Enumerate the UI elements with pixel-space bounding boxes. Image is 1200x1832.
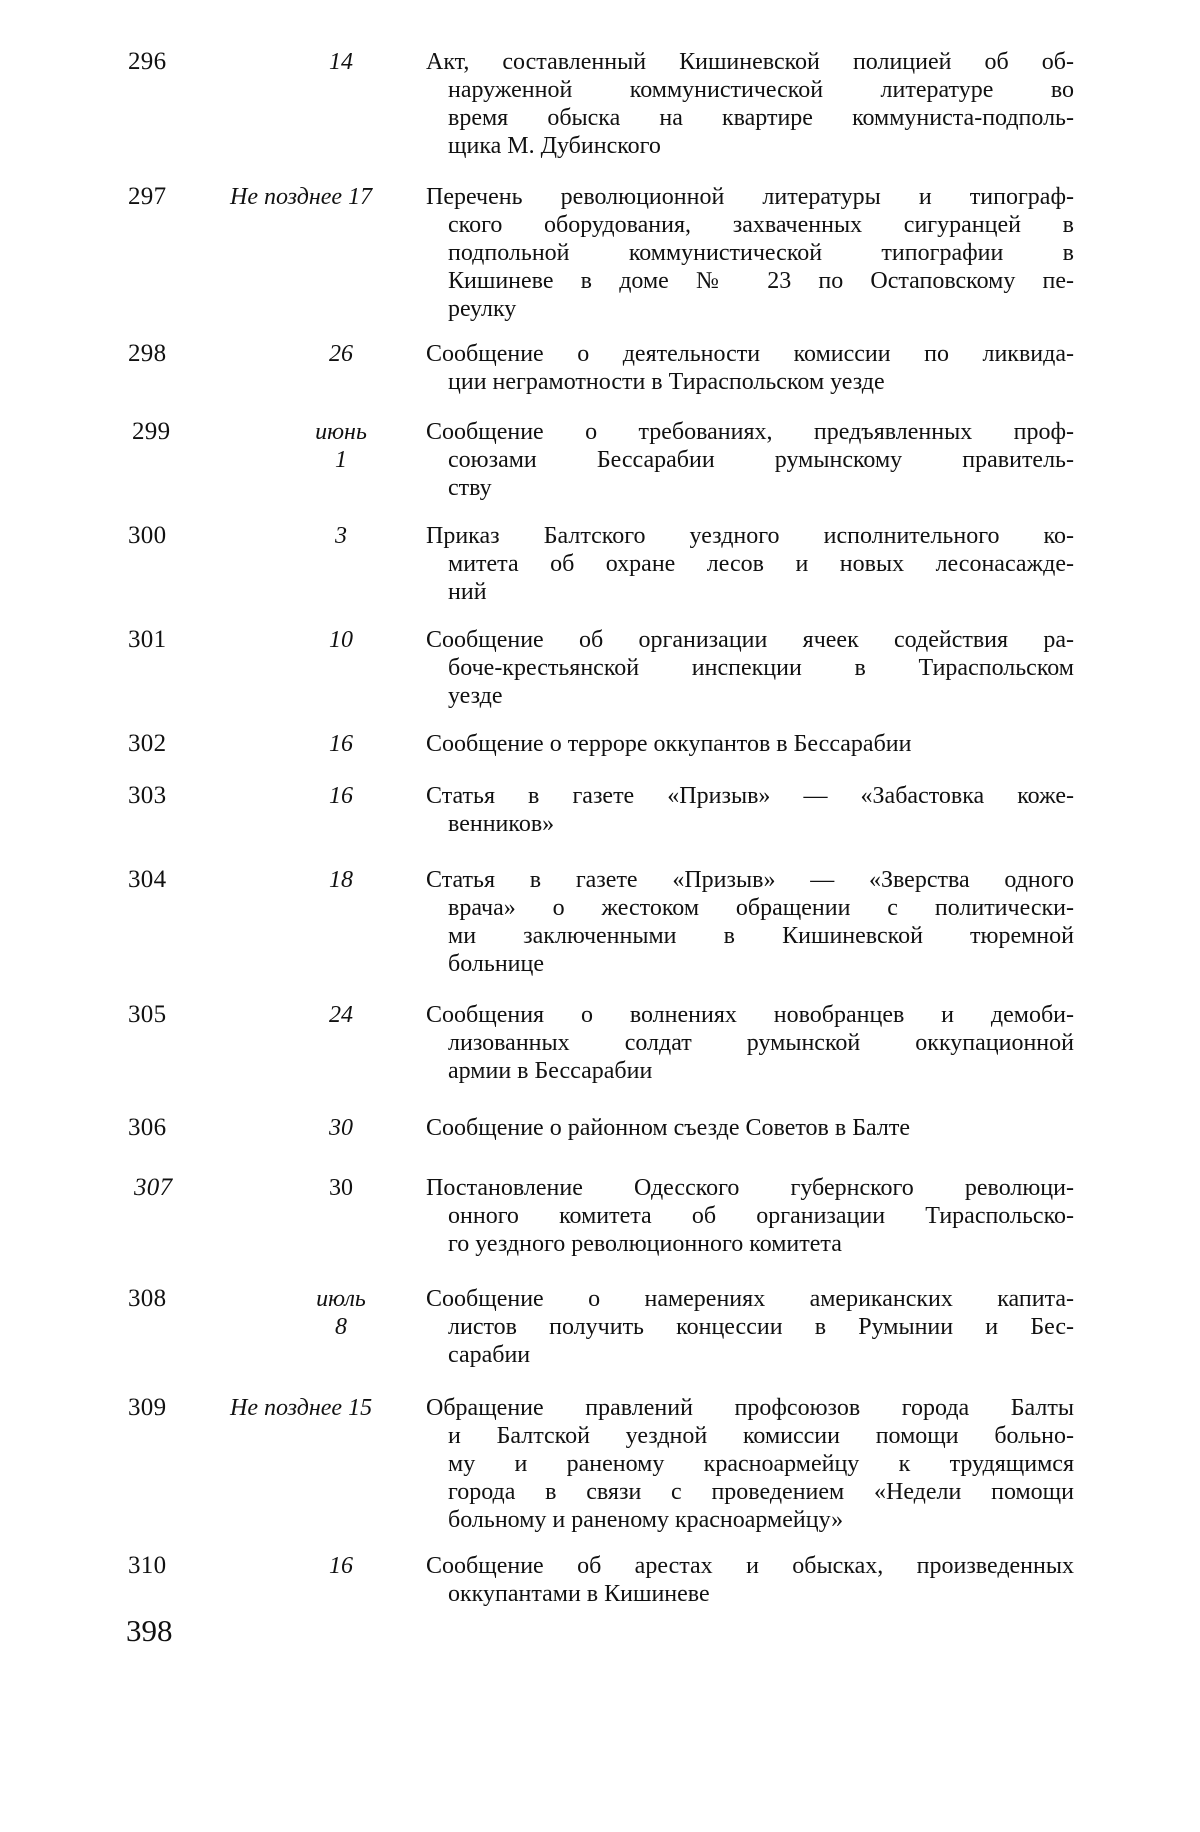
entry-description [426, 1285, 1074, 1369]
entry-date-line: Не позднее 15 [230, 1395, 373, 1421]
description-line: венников» [448, 811, 555, 837]
entry-number: 298 [128, 340, 167, 367]
description-line: ского оборудования, захваченных сигуранцей в [448, 212, 1074, 238]
entry-date-line: июнь [315, 419, 367, 445]
entry-number: 308 [128, 1285, 167, 1312]
description-line: Сообщение о деятельности комиссии по ликвида- [426, 341, 1074, 367]
entry-description [426, 340, 1074, 396]
entry-date [236, 1174, 446, 1202]
description-line: Приказ Балтского уездного исполнительного ко- [426, 523, 1074, 549]
entry-date [236, 866, 446, 894]
entry-date-line: Не позднее 17 [230, 184, 373, 210]
entry-number: 302 [128, 730, 167, 757]
entry-number: 307 [134, 1174, 173, 1201]
entry-date-line: 18 [329, 867, 353, 893]
entry-date-line: 16 [329, 1553, 353, 1579]
entry-date-line: 16 [329, 731, 353, 757]
entry-date [236, 1114, 446, 1142]
description-line: Статья в газете «Призыв» — «Зверства одного [426, 867, 1074, 893]
entry-number: 310 [128, 1552, 167, 1579]
entry-date [236, 730, 446, 758]
entry-description [426, 730, 1074, 758]
description-line: Кишиневе в доме № 23 по Остаповскому пе- [448, 268, 1074, 294]
description-line: ний [448, 579, 487, 605]
entry-description [426, 782, 1074, 838]
entry-date [236, 1001, 446, 1029]
description-line: го уездного революционного комитета [448, 1231, 842, 1257]
description-line: сарабии [448, 1342, 531, 1368]
entry-number: 306 [128, 1114, 167, 1141]
description-line: му и раненому красноармейцу к трудящимся [448, 1451, 1074, 1477]
entry-number: 297 [128, 183, 167, 210]
entry-date-line: 1 [335, 447, 347, 473]
entry-description [426, 1394, 1074, 1534]
entry-date [230, 1394, 444, 1422]
description-line: Сообщения о волнениях новобранцев и демоби- [426, 1002, 1074, 1028]
entry-number: 305 [128, 1001, 167, 1028]
entry-date [236, 1552, 446, 1580]
entry-date-line: 3 [335, 523, 347, 549]
description-line: щика М. Дубинского [448, 133, 661, 159]
description-line: Акт, составленный Кишиневской полицией об об- [426, 49, 1074, 75]
entry-date [236, 782, 446, 810]
description-line: Сообщение об арестах и обысках, произведенных [426, 1553, 1074, 1579]
description-line: Сообщение о районном съезде Советов в Балте [426, 1115, 910, 1141]
entry-date-line: 8 [335, 1314, 347, 1340]
description-line: Сообщение о намерениях американских капита- [426, 1286, 1074, 1312]
entry-number: 296 [128, 48, 167, 75]
description-line: ции неграмотности в Тираспольском уезде [448, 369, 885, 395]
description-line: подпольной коммунистической типографии в [448, 240, 1074, 266]
entry-number: 299 [132, 418, 171, 445]
entry-date-line: июль [316, 1286, 366, 1312]
description-line: Сообщение об организации ячеек содействия ра- [426, 627, 1074, 653]
entry-description [426, 418, 1074, 502]
entry-number: 309 [128, 1394, 167, 1421]
entry-description [426, 522, 1074, 606]
description-line: ми заключенными в Кишиневской тюремной [448, 923, 1074, 949]
description-line: города в связи с проведением «Недели помощи [448, 1479, 1074, 1505]
description-line: Постановление Одесского губернского революци- [426, 1175, 1074, 1201]
entry-description [426, 866, 1074, 978]
entry-description [426, 1114, 1074, 1142]
entry-description [426, 626, 1074, 710]
page-number: 398 [126, 1613, 173, 1648]
entry-date [236, 1285, 446, 1341]
description-line: Сообщение о терроре оккупантов в Бессарабии [426, 731, 912, 757]
entry-number: 300 [128, 522, 167, 549]
entry-date-line: 26 [329, 341, 353, 367]
description-line: боче-крестьянской инспекции в Тираспольском [448, 655, 1074, 681]
entry-date [236, 626, 446, 654]
description-line: онного комитета об организации Тираспольско- [448, 1203, 1074, 1229]
entry-date-line: 30 [329, 1115, 353, 1141]
entry-date [236, 340, 446, 368]
description-line: Перечень революционной литературы и типограф- [426, 184, 1074, 210]
entry-date [230, 183, 444, 211]
description-line: больному и раненому красноармейцу» [448, 1507, 844, 1533]
description-line: время обыска на квартире коммуниста-подполь- [448, 105, 1074, 131]
description-line: больнице [448, 951, 544, 977]
description-line: армии в Бессарабии [448, 1058, 653, 1084]
entry-date [236, 418, 446, 474]
description-line: и Балтской уездной комиссии помощи больно- [448, 1423, 1074, 1449]
entry-date [236, 522, 446, 550]
description-line: Статья в газете «Призыв» — «Забастовка коже- [426, 783, 1074, 809]
entry-description [426, 1174, 1074, 1258]
description-line: ству [448, 475, 492, 501]
entry-date-line: 30 [329, 1175, 353, 1201]
entry-number: 304 [128, 866, 167, 893]
entry-description [426, 1552, 1074, 1608]
entry-description [426, 183, 1074, 323]
description-line: Сообщение о требованиях, предъявленных проф- [426, 419, 1074, 445]
entry-number: 301 [128, 626, 167, 653]
description-line: врача» о жестоком обращении с политически- [448, 895, 1074, 921]
entry-description [426, 48, 1074, 160]
description-line: союзами Бессарабии румынскому правитель- [448, 447, 1074, 473]
entry-date-line: 24 [329, 1002, 353, 1028]
entry-number: 303 [128, 782, 167, 809]
entry-date-line: 16 [329, 783, 353, 809]
entry-date-line: 10 [329, 627, 353, 653]
description-line: наруженной коммунистической литературе во [448, 77, 1074, 103]
description-line: Обращение правлений профсоюзов города Балты [426, 1395, 1074, 1421]
description-line: реулку [448, 296, 517, 322]
description-line: листов получить концессии в Румынии и Бес- [448, 1314, 1074, 1340]
description-line: митета об охране лесов и новых лесонасажде- [448, 551, 1074, 577]
entry-description [426, 1001, 1074, 1085]
description-line: уезде [448, 683, 503, 709]
description-line: лизованных солдат румынской оккупационной [448, 1030, 1074, 1056]
entry-date [236, 48, 446, 76]
description-line: оккупантами в Кишиневе [448, 1581, 710, 1607]
entry-date-line: 14 [329, 49, 353, 75]
